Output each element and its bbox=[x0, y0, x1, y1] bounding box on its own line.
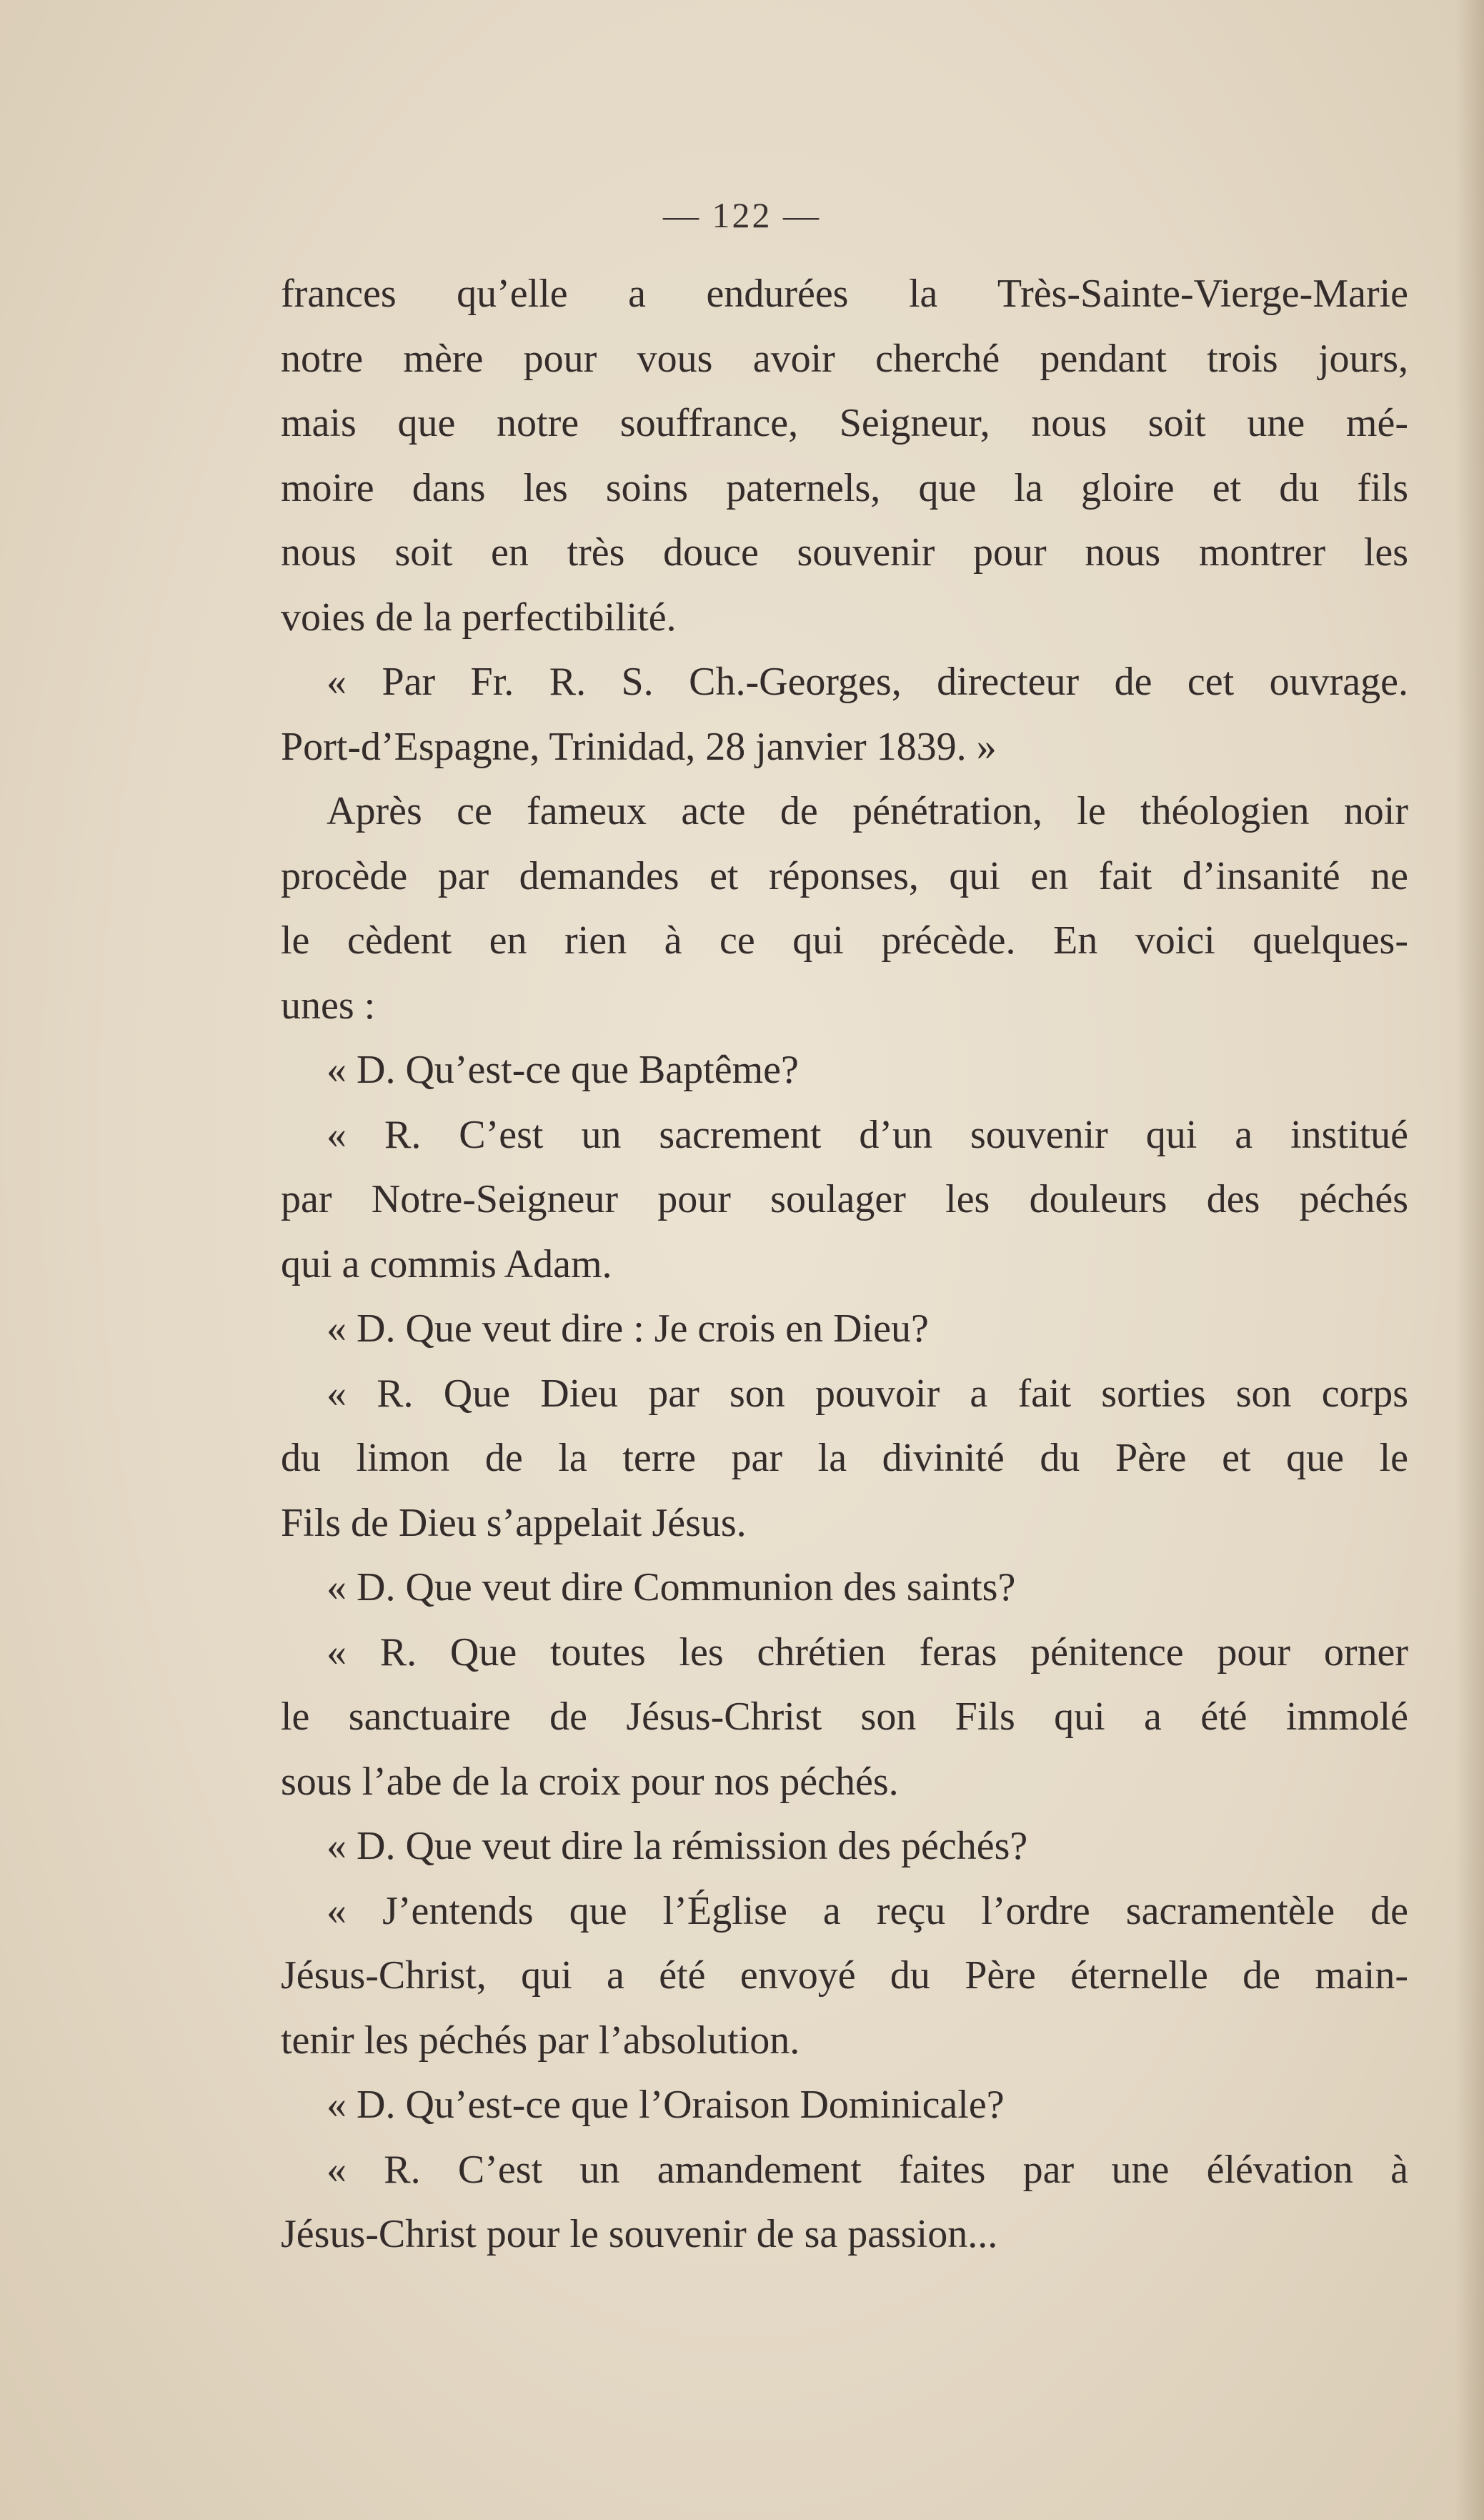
text-line: procède par demandes et réponses, qui en fait d’insanité ne bbox=[281, 853, 1408, 898]
text-line: sous l’abe de la croix pour nos péchés. bbox=[281, 1759, 899, 1804]
text-line: « D. Qu’est-ce que l’Oraison Dominicale? bbox=[327, 2083, 1005, 2127]
text-line: unes : bbox=[281, 983, 376, 1028]
text-line: nous soit en très douce souvenir pour nous montrer les bbox=[281, 530, 1408, 575]
text-line: « D. Que veut dire la rémission des péchés? bbox=[327, 1824, 1028, 1868]
text-line: « D. Que veut dire Communion des saints? bbox=[327, 1565, 1016, 1609]
text-line: « R. C’est un sacrement d’un souvenir qui a institué bbox=[327, 1112, 1408, 1157]
text-line: Jésus-Christ, qui a été envoyé du Père éternelle de main- bbox=[281, 1953, 1408, 1998]
text-line: « R. Que Dieu par son pouvoir a fait sorties son corps bbox=[327, 1371, 1408, 1416]
text-line: mais que notre souffrance, Seigneur, nous soit une mé- bbox=[281, 401, 1408, 445]
text-line: « R. Que toutes les chrétien feras pénitence pour orner bbox=[327, 1629, 1408, 1675]
text-line: par Notre-Seigneur pour soulager les douleurs des péchés bbox=[281, 1177, 1408, 1221]
text-line: Fils de Dieu s’appelait Jésus. bbox=[281, 1500, 747, 1545]
text-line: qui a commis Adam. bbox=[281, 1241, 612, 1286]
text-line: « D. Qu’est-ce que Baptême? bbox=[327, 1048, 799, 1092]
text-line: « J’entends que l’Église a reçu l’ordre sacramentèle de bbox=[327, 1888, 1408, 1933]
text-line: le sanctuaire de Jésus-Christ son Fils qui a été immolé bbox=[281, 1695, 1408, 1739]
text-line: moire dans les soins paternels, que la gloire et du fils bbox=[281, 465, 1408, 510]
text-line: « D. Que veut dire : Je crois en Dieu? bbox=[327, 1306, 929, 1351]
body-text bbox=[281, 262, 1408, 2267]
text-line: voies de la perfectibilité. bbox=[281, 595, 677, 640]
text-line: frances qu’elle a endurées la Très-Sainte-Vierge-Marie bbox=[281, 272, 1408, 316]
text-line: du limon de la terre par la divinité du Père et que le bbox=[281, 1436, 1408, 1480]
text-line: Après ce fameux acte de pénétration, le théologien noir bbox=[327, 789, 1408, 833]
text-line: Port-d’Espagne, Trinidad, 28 janvier 1839. » bbox=[281, 724, 997, 769]
page-edge-shadow bbox=[1455, 0, 1484, 2520]
text-line: Jésus-Christ pour le souvenir de sa passion... bbox=[281, 2212, 998, 2256]
text-line: tenir les péchés par l’absolution. bbox=[281, 2018, 800, 2063]
text-line: le cèdent en rien à ce qui précède. En voici quelques- bbox=[281, 918, 1408, 963]
page-number: — 122 — bbox=[663, 195, 821, 235]
text-line: notre mère pour vous avoir cherché pendant trois jours, bbox=[281, 336, 1408, 381]
text-line: « R. C’est un amandement faites par une élévation à bbox=[327, 2147, 1408, 2192]
text-line: « Par Fr. R. S. Ch.-Georges, directeur de cet ouvrage. bbox=[327, 660, 1408, 704]
